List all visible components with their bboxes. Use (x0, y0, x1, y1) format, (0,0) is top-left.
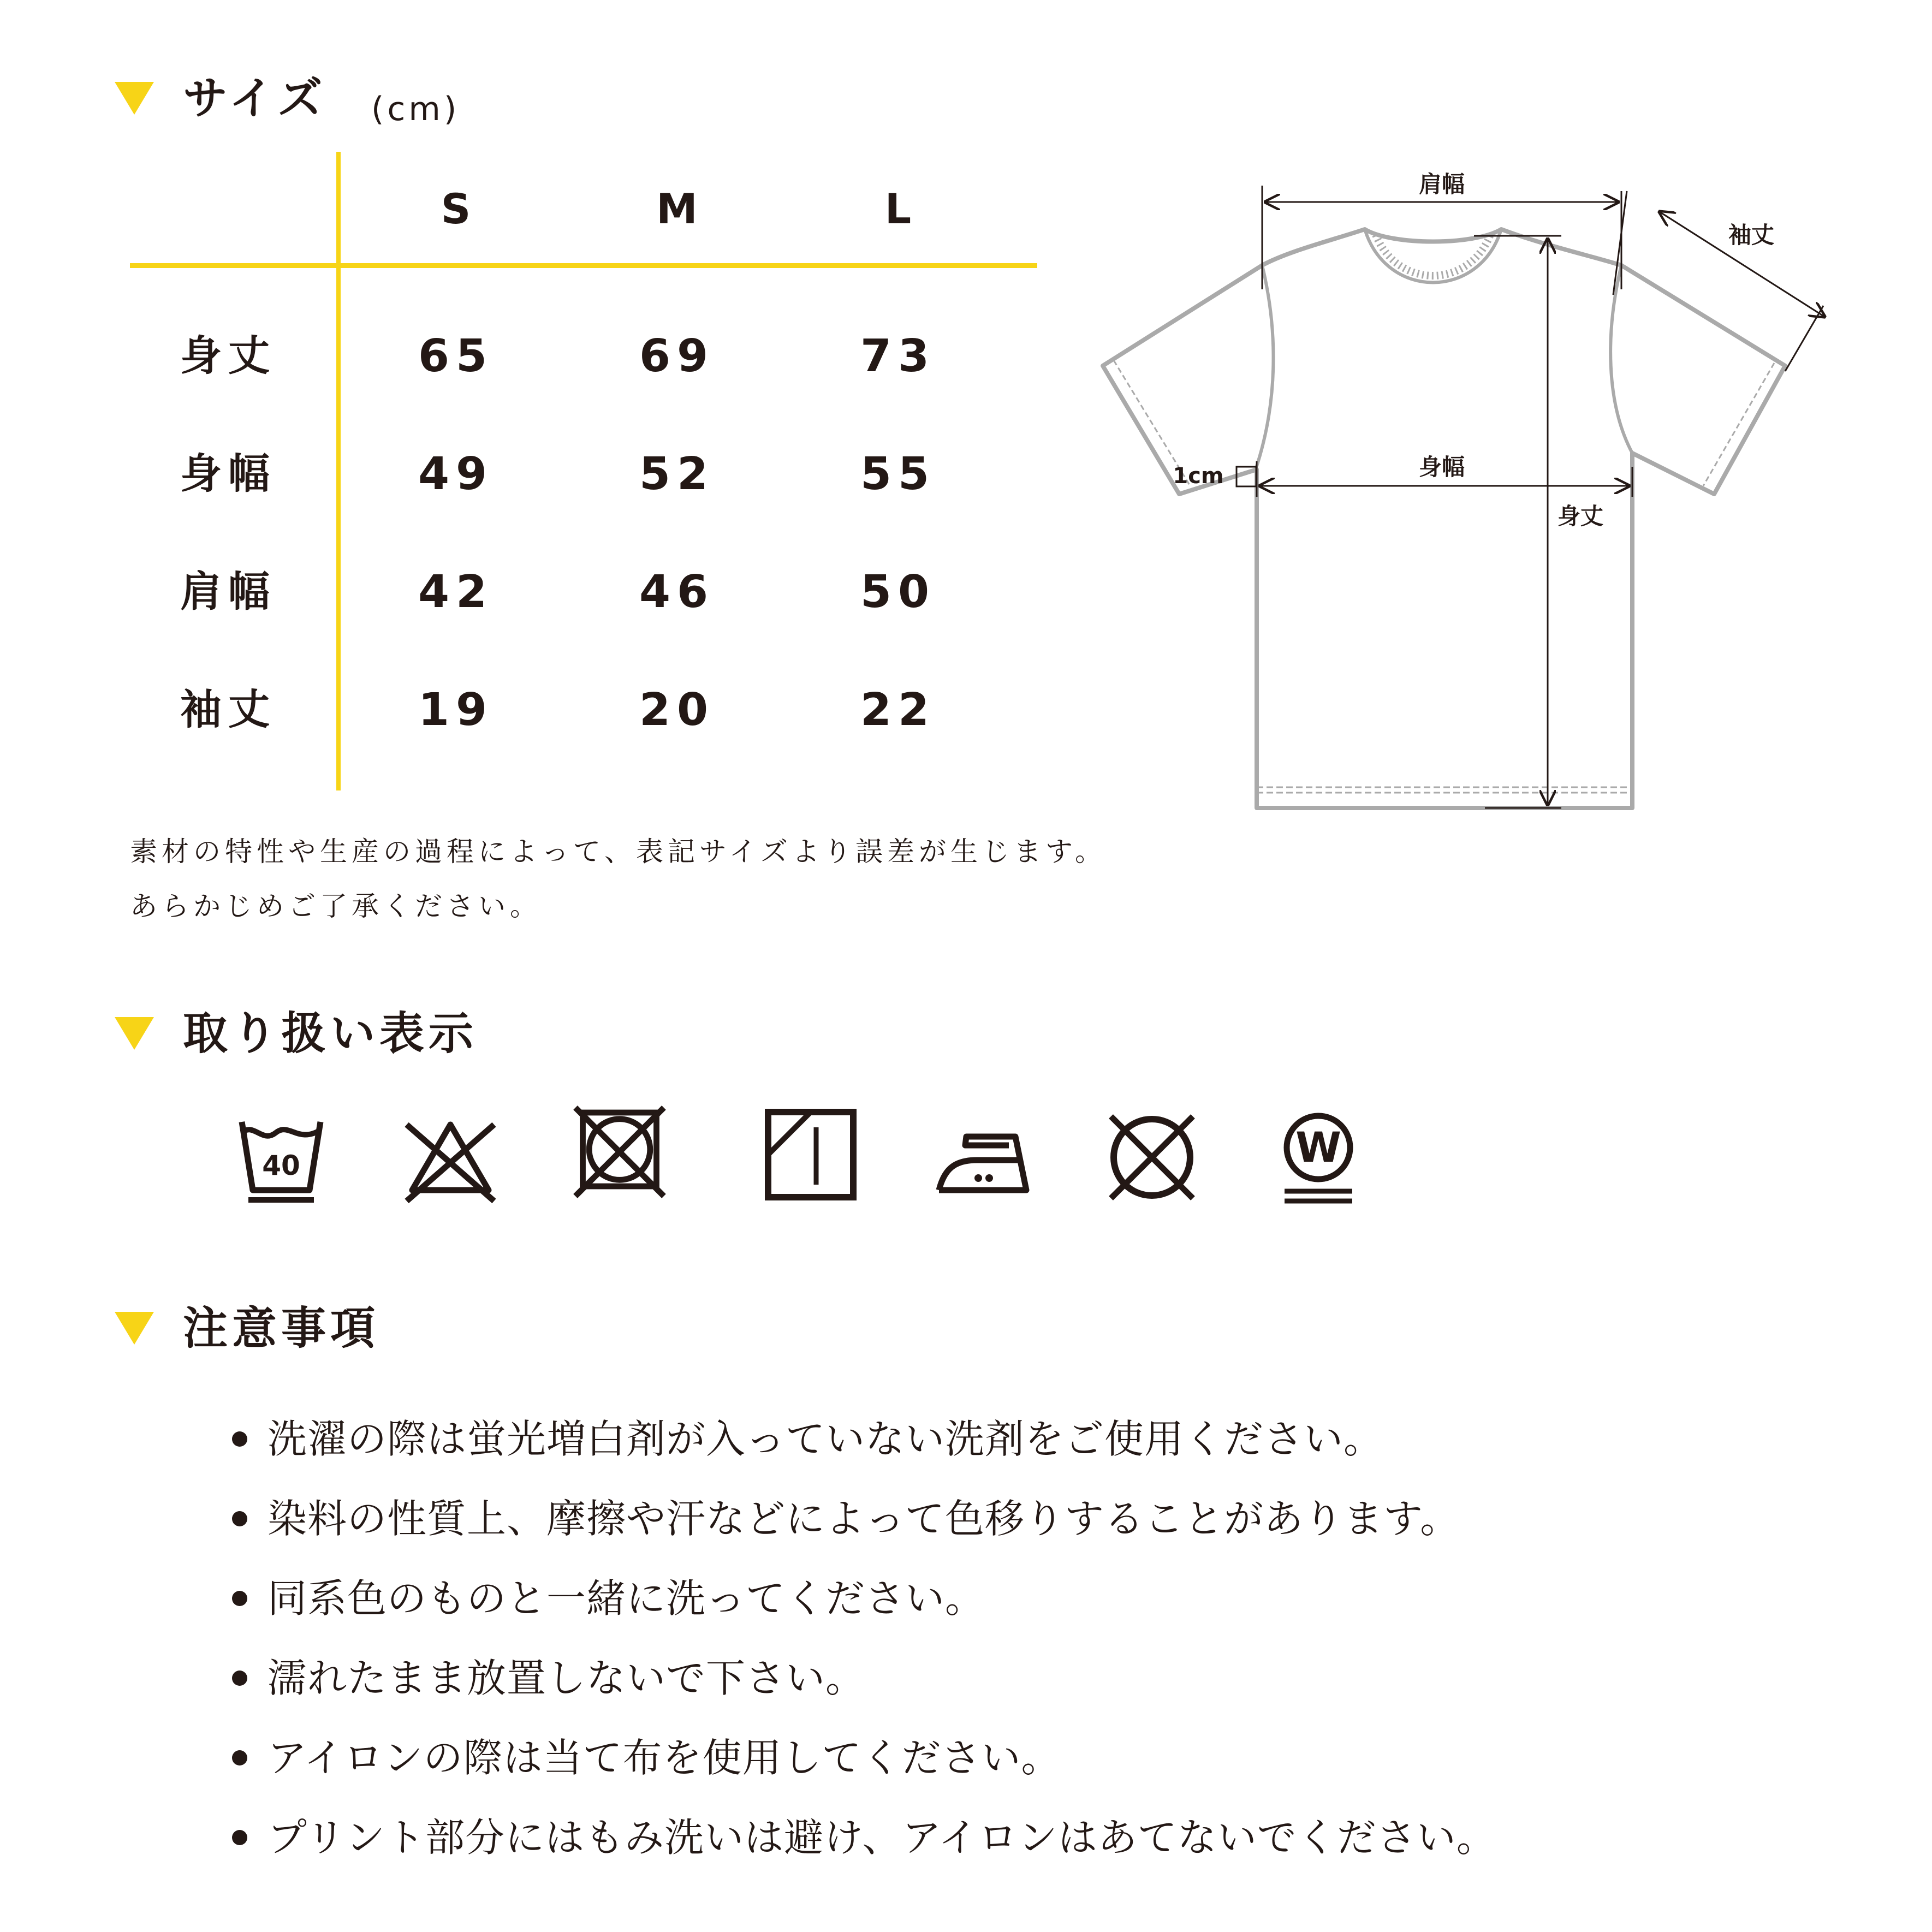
size-cell: 69 (639, 330, 715, 382)
notes-section-title: 注意事項 (183, 1303, 380, 1354)
diagram-offset-label: 1cm (1173, 463, 1224, 489)
diagram-length-label: 身丈 (1557, 503, 1604, 530)
row-label-shoulder: 肩幅 (180, 567, 276, 616)
note-item: 濡れたまま放置しないで下さい。 (267, 1655, 866, 1701)
note-item: プリント部分にはもみ洗いは避け、アイロンはあてないでください。 (267, 1815, 1496, 1860)
table-horizontal-rule (130, 263, 1037, 268)
size-cell: 46 (639, 566, 715, 618)
care-section-marker (115, 1017, 154, 1050)
row-label-length: 身丈 (180, 331, 276, 380)
bullet-dot (232, 1830, 247, 1845)
column-header-l: L (884, 185, 912, 233)
size-cell: 22 (860, 684, 936, 736)
table-vertical-rule (336, 152, 341, 790)
row-label-sleeve: 袖丈 (180, 685, 276, 734)
svg-text:W: W (1295, 1123, 1341, 1172)
size-section-marker (115, 82, 154, 115)
note-item: アイロンの際は当て布を使用してください。 (267, 1735, 1061, 1781)
bullet-dot (232, 1511, 247, 1526)
bullet-dot (232, 1750, 247, 1765)
size-note-line-2: あらかじめご了承ください。 (130, 890, 542, 922)
diagram-sleeve-label: 袖丈 (1728, 222, 1775, 248)
care-section-title: 取り扱い表示 (183, 1008, 478, 1060)
column-header-s: S (441, 185, 471, 233)
bullet-dot (232, 1671, 247, 1686)
svg-text:40: 40 (262, 1150, 300, 1181)
size-section-title: サイズ (183, 73, 327, 124)
diagram-shoulder-label: 肩幅 (1418, 171, 1465, 198)
size-cell: 55 (860, 448, 936, 500)
wet-clean-icon (1269, 1108, 1368, 1206)
note-item: 染料の性質上、摩擦や汗などによって色移りすることがあります。 (267, 1496, 1460, 1542)
no-dry-clean-icon (1103, 1108, 1201, 1206)
size-cell: 42 (418, 566, 494, 618)
drip-dry-shade-icon (762, 1105, 860, 1204)
note-item: 同系色のものと一緒に洗ってください。 (267, 1576, 985, 1621)
note-item: 洗濯の際は蛍光増白剤が入っていない洗剤をご使用ください。 (267, 1416, 1384, 1462)
notes-section-marker (115, 1312, 154, 1345)
size-cell: 52 (639, 448, 715, 500)
no-tumble-dry-icon (570, 1103, 669, 1201)
tshirt-diagram (1081, 158, 1845, 830)
size-cell: 19 (418, 684, 494, 736)
size-cell: 73 (860, 330, 936, 382)
size-cell: 49 (418, 448, 494, 500)
column-header-m: M (656, 185, 698, 233)
size-unit-label: (cm) (371, 90, 460, 128)
row-label-width: 身幅 (180, 449, 276, 498)
size-cell: 20 (639, 684, 715, 736)
wash-40-icon (232, 1108, 330, 1206)
bullet-dot (232, 1431, 247, 1447)
iron-low-icon (934, 1108, 1032, 1206)
diagram-width-label: 身幅 (1418, 454, 1465, 480)
no-bleach-icon (401, 1108, 500, 1206)
size-cell: 50 (860, 566, 936, 618)
size-note-line-1: 素材の特性や生産の過程によって、表記サイズより誤差が生じます。 (130, 836, 1107, 867)
size-cell: 65 (418, 330, 494, 382)
bullet-dot (232, 1591, 247, 1606)
